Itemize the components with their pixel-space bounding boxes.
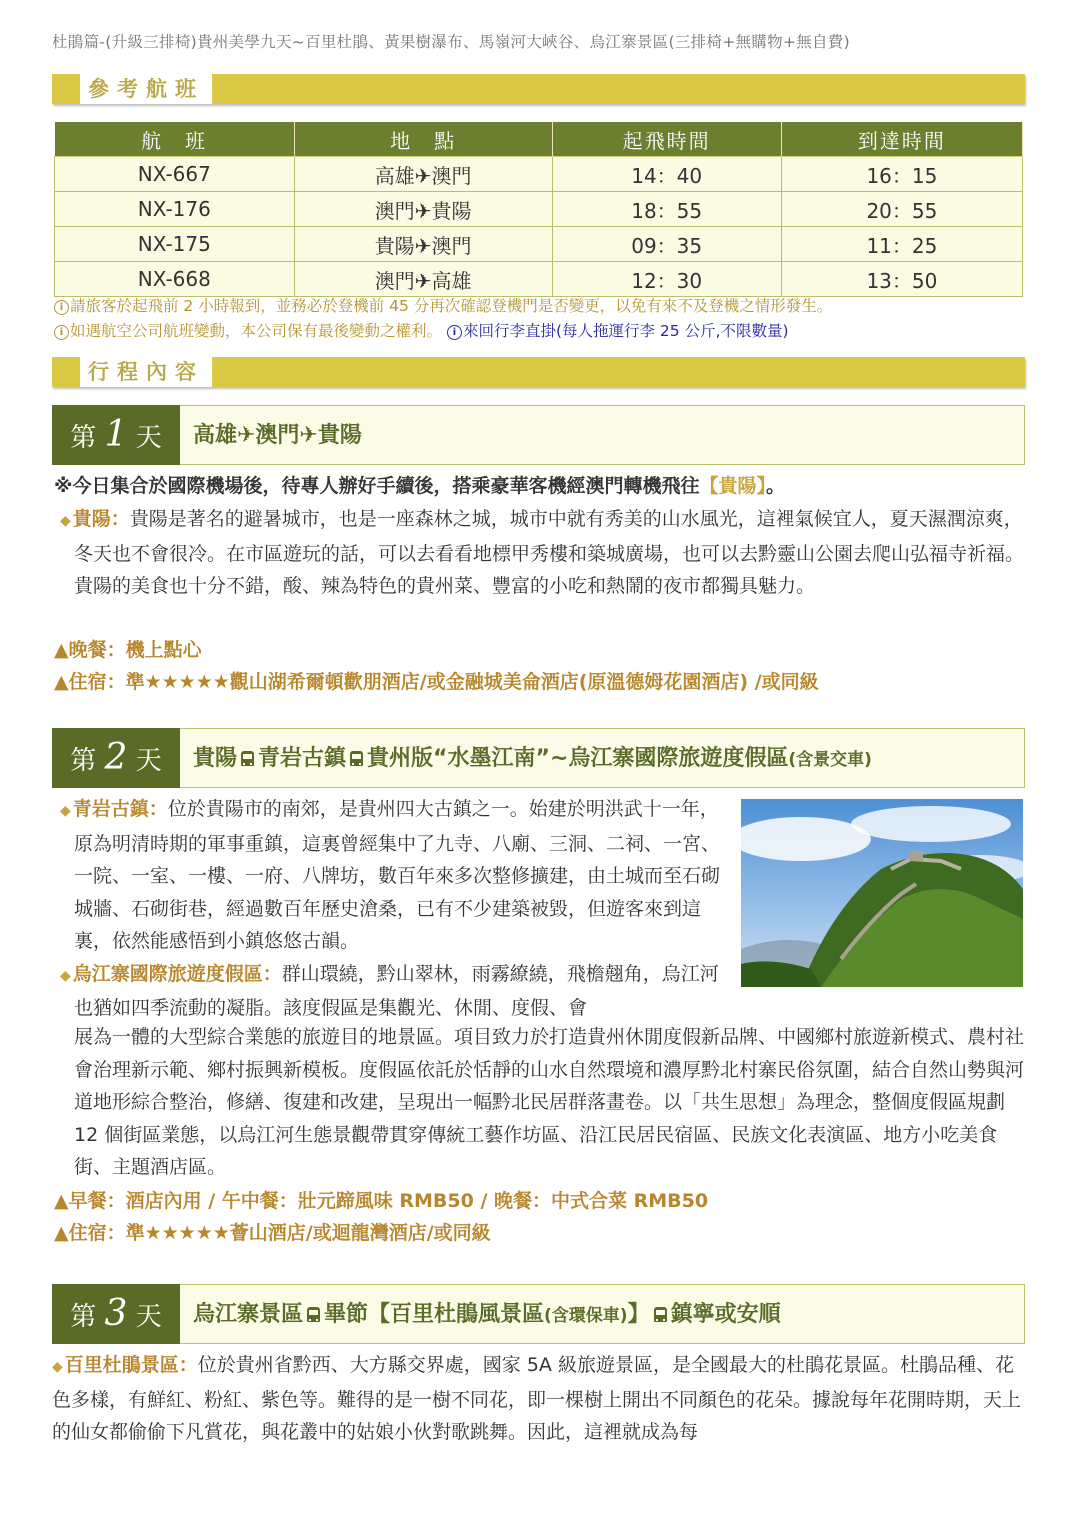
flight-route: 高雄✈澳門 — [294, 157, 552, 192]
info-icon: i — [54, 325, 69, 340]
table-row — [55, 227, 1023, 262]
flight-route: 貴陽✈澳門 — [294, 227, 552, 262]
flight-depart: 12：30 — [552, 262, 781, 297]
flight-depart: 09：35 — [552, 227, 781, 262]
landscape-photo — [741, 799, 1023, 987]
day-3-route: 烏江寨景區 畢節【百里杜鵑風景區(含環保車)】 鎮寧或安順 — [193, 1302, 781, 1327]
note-checkin: i 請旅客於起飛前 2 小時報到，並務必於登機前 45 分再次確認登機門是否變更，以免有來不及登機之情形發生。 — [54, 294, 832, 316]
day-2-tag: 第 2 天 — [52, 728, 180, 788]
flight-no: NX-175 — [55, 227, 295, 262]
day-1-hotel: ▲住宿：準★★★★★觀山湖希爾頓歡朋酒店/或金融城美侖酒店(原溫德姆花園酒店) /或同級 — [54, 671, 819, 693]
day-1-meal: ▲晚餐：機上點心 — [54, 639, 202, 661]
diamond-bullet-icon: ◆ — [60, 967, 71, 984]
diamond-bullet-icon: ◆ — [60, 513, 71, 529]
flight-depart: 18：55 — [552, 192, 781, 227]
header-location: 地 點 — [294, 122, 552, 157]
flight-table-header — [55, 122, 1023, 157]
header-flight: 航 班 — [55, 122, 295, 157]
info-icon: i — [447, 325, 462, 340]
day-1-tag: 第 1 天 — [52, 405, 180, 465]
flight-table — [54, 122, 1023, 297]
table-row — [55, 262, 1023, 297]
info-icon: i — [54, 300, 69, 315]
day-2-hotel: ▲住宿：準★★★★★薈山酒店/或迴龍灣酒店/或同級 — [54, 1222, 491, 1244]
section-title-itinerary: 行程內容 — [80, 357, 212, 387]
day-3-header — [52, 1284, 1025, 1344]
section-title-flights: 參考航班 — [80, 74, 212, 104]
day-3-tag: 第 3 天 — [52, 1284, 180, 1344]
day-2-route: 貴陽 青岩古鎮 貴州版“水墨江南”~烏江寨國際旅遊度假區(含景交車) — [193, 746, 872, 771]
flight-arrive: 16：15 — [781, 157, 1022, 192]
section-bar-itinerary — [52, 357, 1025, 387]
day-2-header — [52, 728, 1025, 788]
flight-route: 澳門✈高雄 — [294, 262, 552, 297]
day-3-baili: ◆ 百里杜鵑景區：位於貴州省黔西、大方縣交界處，國家 5A 級旅遊景區，是全國最大的杜鵑花景區。杜鵑品種、花色多樣，有鮮紅、粉紅、紫色等。難得的是一樹不同花，即一棵樹上開出不同顏色的花朵。據說每年花開時期，天上的仙女都偷偷下凡賞花，與花叢中的姑娘小伙對歌跳舞。因此，這裡就成為每 — [52, 1354, 1022, 1443]
day-1-intro: ※今日集合於國際機場後，待專人辦好手續後，搭乘豪華客機經澳門轉機飛往【貴陽】。 — [54, 475, 786, 497]
document-title: 杜鵑篇-(升級三排椅)貴州美學九天~百里杜鵑、黃果樹瀑布、馬嶺河大峽谷、烏江寨景區(三排椅+無購物+無自費) — [52, 33, 850, 51]
flight-no: NX-176 — [55, 192, 295, 227]
bus-icon — [654, 1307, 667, 1322]
day-2-qingyan: ◆ 青岩古鎮：位於貴陽市的南郊，是貴州四大古鎮之一。始建於明洪武十一年，原為明清時期的軍事重鎮，這裏曾經集中了九寺、八廟、三洞、二祠、一宮、一院、一室、一樓、一府、八牌坊，數百年來多次整修擴建，由土城而至石砌城牆、石砌街巷，經過數百年歷史滄桑，已有不少建築被毀，但遊客來到這裏，依然能感悟到小鎮悠悠古韻。 ◆ 烏江寨國際旅遊度假區：群山環繞，黔山翠林，雨霧繚繞，飛檐翹角，烏江河也猶如四季流動的凝脂。該度假區是集觀光、休閒、度假、會 — [60, 798, 721, 1019]
bus-icon — [241, 751, 254, 766]
day-2-meal: ▲早餐：酒店內用 / 午中餐：壯元蹄風味 RMB50 / 晚餐：中式合菜 RMB50 — [54, 1190, 709, 1212]
flight-arrive: 11：25 — [781, 227, 1022, 262]
diamond-bullet-icon: ◆ — [60, 803, 71, 819]
day-1-route: 高雄✈澳門✈貴陽 — [193, 423, 362, 448]
flight-no: NX-668 — [55, 262, 295, 297]
day-1-guiyang: ◆ 貴陽：貴陽是著名的避暑城市，也是一座森林之城，城市中就有秀美的山水風光，這裡氣候宜人，夏天濕潤涼爽，冬天也不會很冷。在市區遊玩的話，可以去看看地標甲秀樓和築城廣場，也可以去黔靈山公園去爬山弘福寺祈福。貴陽的美食也十分不錯，酸、辣為特色的貴州菜、豐富的小吃和熱鬧的夜市都獨具魅力。 — [60, 508, 1025, 597]
flight-arrive: 13：50 — [781, 262, 1022, 297]
day-2-wujiang-cont: 展為一體的大型綜合業態的旅遊目的地景區。項目致力於打造貴州休閒度假新品牌、中國鄉村旅遊新模式、農村社會治理新示範、鄉村振興新模板。度假區依託於恬靜的山水自然環境和濃厚黔北村寨民俗氛圍，結合自然山勢與河道地形綜合整治，修繕、復建和改建，呈現出一幅黔北民居群落畫卷。以「共生思想」為理念，整個度假區規劃 12 個街區業態，以烏江河生態景觀帶貫穿傳統工藝作坊區、沿江民居民宿區、民族文化表演區、地方小吃美食街、主題酒店區。 — [74, 1026, 1025, 1178]
bus-icon — [350, 751, 363, 766]
bus-icon — [307, 1307, 320, 1322]
diamond-bullet-icon: ◆ — [52, 1359, 63, 1375]
flight-arrive: 20：55 — [781, 192, 1022, 227]
note-changes: i 如遇航空公司航班變動，本公司保有最後變動之權利。 i 來回行李直掛(每人拖運行李 25 公斤,不限數量) — [54, 319, 789, 341]
table-row — [55, 192, 1023, 227]
table-row — [55, 157, 1023, 192]
day-1-header — [52, 405, 1025, 465]
flight-no: NX-667 — [55, 157, 295, 192]
header-departure: 起飛時間 — [552, 122, 781, 157]
header-arrival: 到達時間 — [781, 122, 1022, 157]
flight-depart: 14：40 — [552, 157, 781, 192]
section-bar-flights — [52, 74, 1025, 104]
flight-route: 澳門✈貴陽 — [294, 192, 552, 227]
